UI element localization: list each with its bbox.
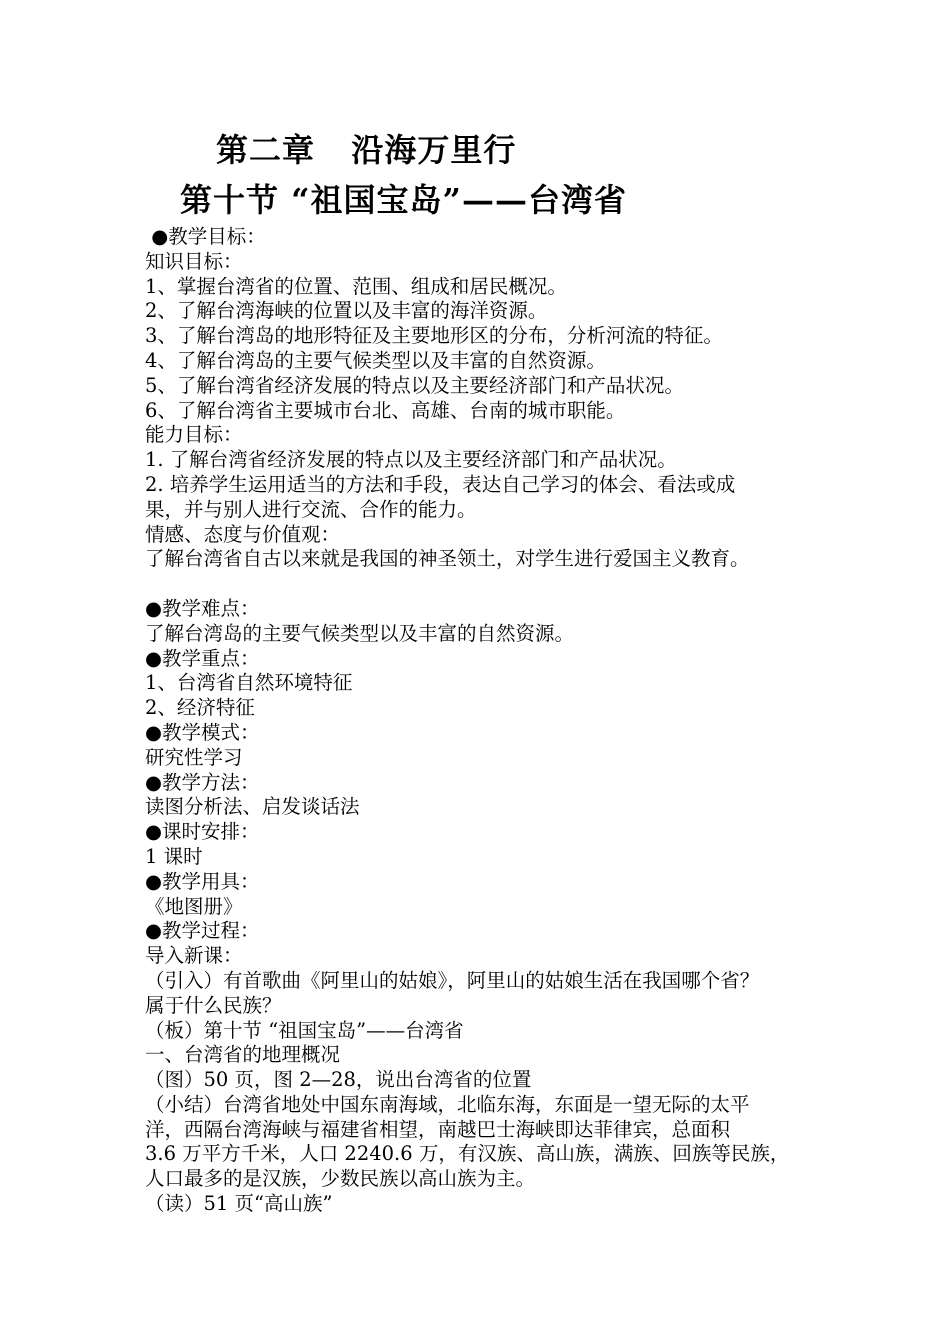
paragraph-line: 导入新课：	[145, 944, 243, 968]
paragraph-line: 属于什么民族？	[145, 993, 282, 1017]
paragraph-line: 研究性学习	[145, 745, 243, 769]
paragraph-line: 1、掌握台湾省的位置、范围、组成和居民概况。	[145, 274, 567, 298]
paragraph-line: 情感、态度与价值观：	[145, 522, 341, 546]
paragraph-line: （小结）台湾省地处中国东南海域，北临东海，东面是一望无际的太平	[145, 1092, 750, 1116]
paragraph-line: ●教学模式：	[145, 720, 260, 744]
paragraph-line: ●课时安排：	[145, 820, 260, 844]
paragraph-line: ●教学目标：	[145, 225, 266, 248]
chapter-title: 第二章 沿海万里行	[216, 131, 517, 169]
paragraph-line: 5、了解台湾省经济发展的特点以及主要经济部门和产品状况。	[145, 373, 684, 397]
paragraph-line: 3.6 万平方千米，人口 2240.6 万，有汉族、高山族，满族、回族等民族，	[145, 1142, 790, 1166]
paragraph-line: 3、了解台湾岛的地形特征及主要地形区的分布，分析河流的特征。	[145, 324, 723, 348]
paragraph-line: ●教学用具：	[145, 869, 260, 893]
paragraph-line: ●教学过程：	[145, 919, 260, 943]
paragraph-line: ●教学重点：	[145, 646, 260, 670]
paragraph-line: 《地图册》	[145, 894, 243, 918]
paragraph-line: 2、了解台湾海峡的位置以及丰富的海洋资源。	[145, 299, 548, 323]
paragraph-line: 4、了解台湾岛的主要气候类型以及丰富的自然资源。	[145, 348, 606, 372]
paragraph-line: 2、经济特征	[145, 696, 255, 720]
paragraph-line: 读图分析法、启发谈话法	[145, 795, 360, 819]
paragraph-line: 人口最多的是汉族，少数民族以高山族为主。	[145, 1167, 536, 1191]
paragraph-line: 能力目标：	[145, 423, 243, 447]
paragraph-line: 了解台湾省自古以来就是我国的神圣领土，对学生进行爱国主义教育。	[145, 547, 750, 571]
paragraph-line	[145, 572, 835, 597]
paragraph-line: （图）50 页，图 2—28，说出台湾省的位置	[145, 1068, 532, 1092]
paragraph-line: 6、了解台湾省主要城市台北、高雄、台南的城市职能。	[145, 398, 626, 422]
paragraph-line: 1、台湾省自然环境特征	[145, 671, 353, 695]
paragraph-line: 1 课时	[145, 844, 203, 868]
paragraph-line: 洋，西隔台湾海峡与福建省相望，南越巴士海峡即达菲律宾，总面积	[145, 1117, 731, 1141]
paragraph-line: ●教学方法：	[145, 770, 260, 794]
paragraph-line: 了解台湾岛的主要气候类型以及丰富的自然资源。	[145, 621, 575, 645]
paragraph-line: ●教学难点：	[145, 596, 260, 620]
paragraph-line: （板）第十节 “祖国宝岛”——台湾省	[145, 1018, 464, 1042]
document-body	[145, 225, 835, 1217]
paragraph-line: 一、台湾省的地理概况	[145, 1043, 341, 1067]
paragraph-line: （引入）有首歌曲《阿里山的姑娘》，阿里山的姑娘生活在我国哪个省？	[145, 968, 760, 992]
paragraph-line: （读）51 页“高山族”	[145, 1192, 333, 1216]
paragraph-line: 知识目标：	[145, 249, 243, 273]
section-title: 第十节 “祖国宝岛”——台湾省	[180, 181, 627, 219]
paragraph-line: 2. 培养学生运用适当的方法和手段，表达自己学习的体会、看法或成	[145, 472, 736, 496]
paragraph-line: 果，并与别人进行交流、合作的能力。	[145, 497, 477, 521]
paragraph-line: 1. 了解台湾省经济发展的特点以及主要经济部门和产品状况。	[145, 448, 677, 472]
